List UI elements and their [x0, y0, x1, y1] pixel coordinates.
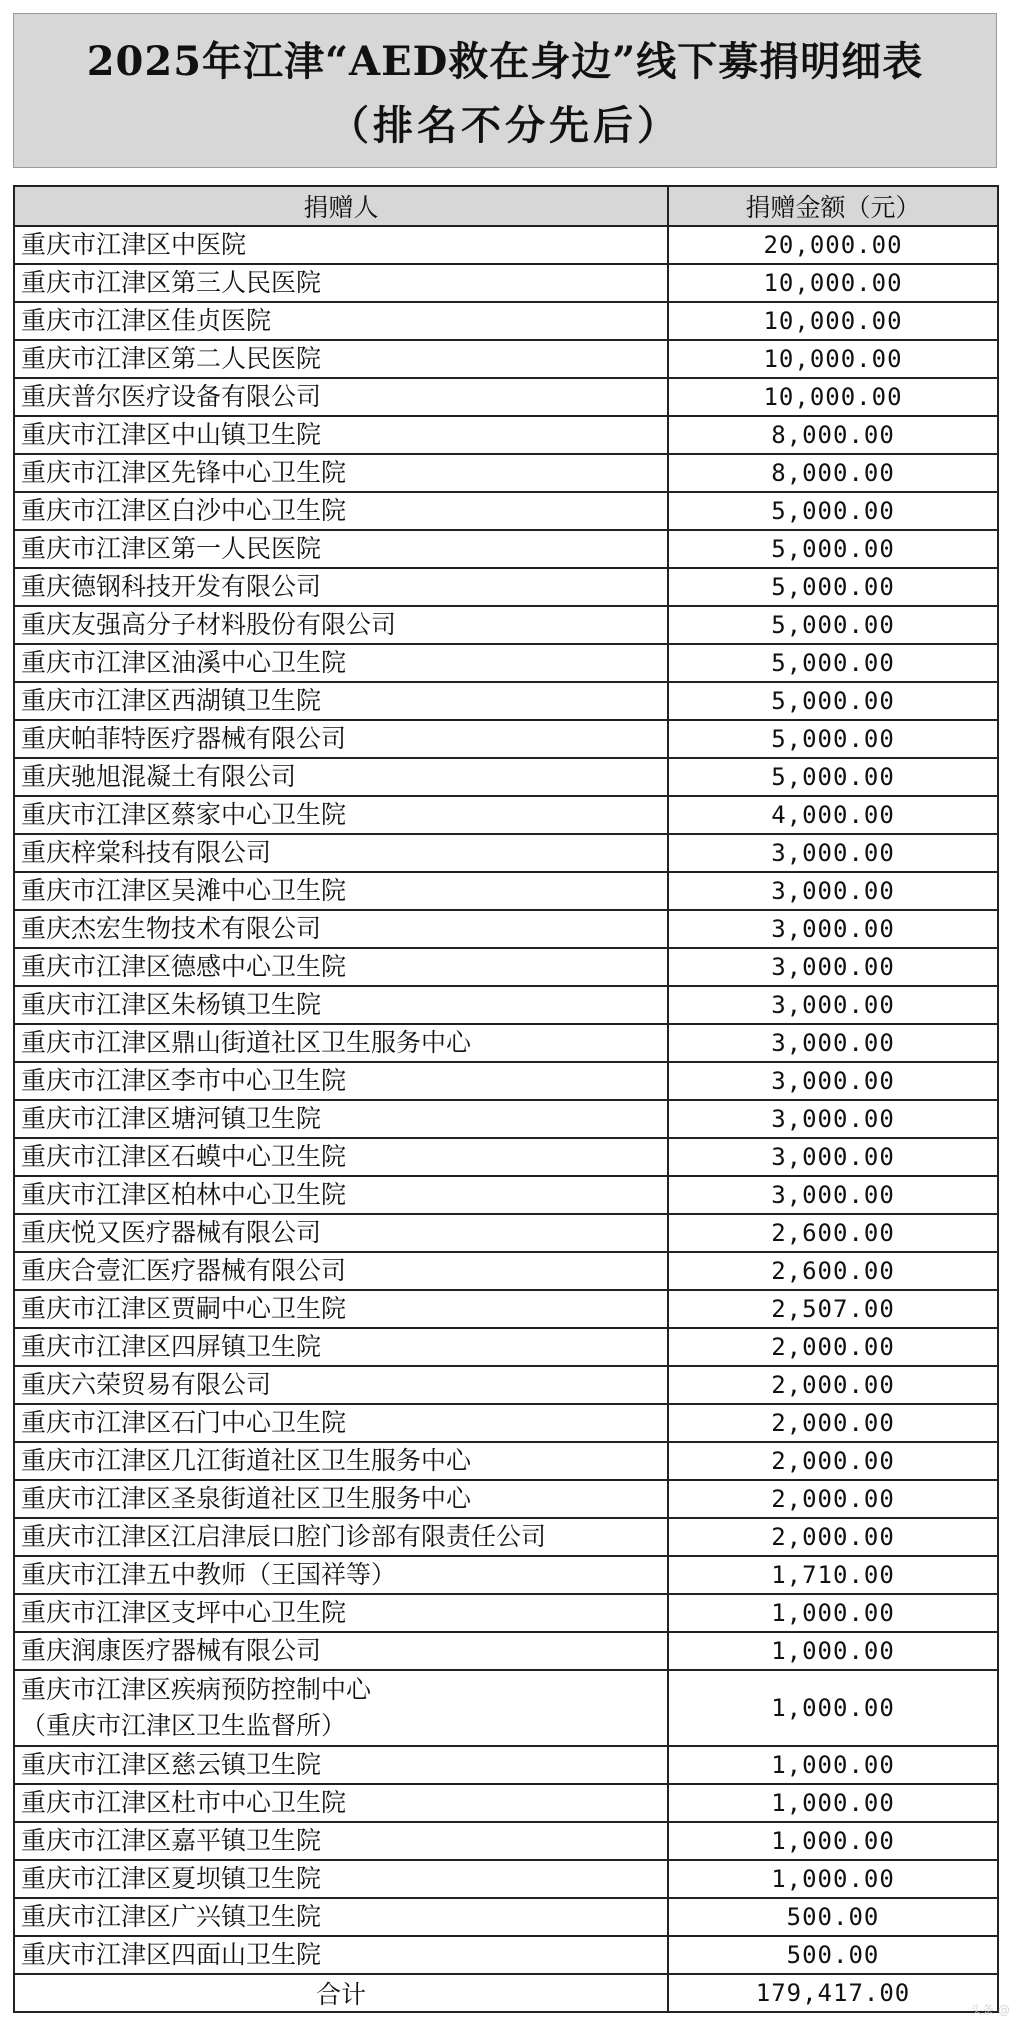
donor-name-line: 重庆杰宏生物技术有限公司 — [21, 914, 322, 943]
donor-name — [14, 340, 668, 378]
donation-amount: 1,000.00 — [668, 1594, 998, 1632]
donor-name — [14, 986, 668, 1024]
donor-name-line: 重庆帕菲特医疗器械有限公司 — [21, 724, 347, 753]
donor-name — [14, 226, 668, 264]
table-row — [14, 302, 998, 340]
donation-amount: 3,000.00 — [668, 1176, 998, 1214]
table-row — [14, 834, 998, 872]
donor-name — [14, 1556, 668, 1594]
donor-name-line: 重庆市江津区夏坝镇卫生院 — [21, 1864, 322, 1893]
donor-name-line: 重庆六荣贸易有限公司 — [21, 1370, 272, 1399]
donor-name-line: 重庆市江津区先锋中心卫生院 — [21, 458, 347, 487]
donor-name-line: 重庆市江津区石蟆中心卫生院 — [21, 1142, 347, 1171]
donor-name-line: 重庆市江津区四面山卫生院 — [21, 1940, 322, 1969]
donor-name-line: 重庆市江津区佳贞医院 — [21, 306, 272, 335]
table-row — [14, 1176, 998, 1214]
table-header-row — [14, 186, 998, 226]
table-row — [14, 1860, 998, 1898]
donor-name — [14, 720, 668, 758]
table-row — [14, 872, 998, 910]
donor-name-line: 重庆市江津区四屏镇卫生院 — [21, 1332, 322, 1361]
table-row — [14, 226, 998, 264]
donor-name — [14, 1138, 668, 1176]
donor-name — [14, 1252, 668, 1290]
donor-name — [14, 872, 668, 910]
donor-name — [14, 1632, 668, 1670]
table-row — [14, 910, 998, 948]
donor-name — [14, 1860, 668, 1898]
table-row — [14, 1100, 998, 1138]
donor-name-line: 重庆市江津区广兴镇卫生院 — [21, 1902, 322, 1931]
donation-amount: 3,000.00 — [668, 1138, 998, 1176]
donor-name-line: 重庆悦又医疗器械有限公司 — [21, 1218, 322, 1247]
donor-name-line: 重庆市江津区疾病预防控制中心 — [21, 1675, 372, 1704]
donor-name — [14, 1594, 668, 1632]
donor-name-line: 重庆梓棠科技有限公司 — [21, 838, 272, 867]
donor-name — [14, 834, 668, 872]
donor-name — [14, 1404, 668, 1442]
document-subtitle: （排名不分先后） — [329, 102, 681, 149]
donor-name-line: 重庆市江津区第二人民医院 — [21, 344, 322, 373]
donor-name-line: 重庆市江津区圣泉街道社区卫生服务中心 — [21, 1484, 472, 1513]
donor-name-line: 重庆市江津区慈云镇卫生院 — [21, 1750, 322, 1779]
table-row — [14, 1670, 998, 1746]
table-row — [14, 1518, 998, 1556]
table-row — [14, 1214, 998, 1252]
donation-amount: 2,000.00 — [668, 1366, 998, 1404]
table-row — [14, 1290, 998, 1328]
table-row — [14, 530, 998, 568]
donor-name — [14, 1746, 668, 1784]
document-title: 2025年江津“AED救在身边”线下募捐明细表 — [86, 38, 924, 85]
donor-name — [14, 682, 668, 720]
donor-name-line: 重庆市江津区西湖镇卫生院 — [21, 686, 322, 715]
donor-name — [14, 1290, 668, 1328]
table-row — [14, 1632, 998, 1670]
table-row — [14, 378, 998, 416]
table-row — [14, 1024, 998, 1062]
donation-amount: 1,000.00 — [668, 1670, 998, 1746]
donor-name — [14, 1480, 668, 1518]
donor-name — [14, 1328, 668, 1366]
donation-amount: 3,000.00 — [668, 834, 998, 872]
donation-amount: 5,000.00 — [668, 492, 998, 530]
total-label: 合计 — [14, 1974, 668, 2012]
table-row — [14, 1138, 998, 1176]
donation-amount: 5,000.00 — [668, 606, 998, 644]
donor-name-line: 重庆市江津区柏林中心卫生院 — [21, 1180, 347, 1209]
donor-name — [14, 1822, 668, 1860]
table-row — [14, 1442, 998, 1480]
table-row — [14, 492, 998, 530]
donor-name — [14, 1936, 668, 1974]
table-row — [14, 986, 998, 1024]
donor-name — [14, 1062, 668, 1100]
table-row — [14, 1594, 998, 1632]
table-row — [14, 454, 998, 492]
table-row — [14, 568, 998, 606]
column-header-donor: 捐赠人 — [14, 186, 668, 226]
table-row — [14, 1556, 998, 1594]
donor-name-line: 重庆友强高分子材料股份有限公司 — [21, 610, 397, 639]
table-row — [14, 1936, 998, 1974]
donor-name — [14, 1518, 668, 1556]
donation-amount: 10,000.00 — [668, 340, 998, 378]
donor-name — [14, 644, 668, 682]
table-row — [14, 682, 998, 720]
donation-amount: 1,000.00 — [668, 1822, 998, 1860]
table-row — [14, 1898, 998, 1936]
donation-amount: 3,000.00 — [668, 1062, 998, 1100]
table-row — [14, 1328, 998, 1366]
donation-amount: 3,000.00 — [668, 986, 998, 1024]
donor-name — [14, 264, 668, 302]
donor-name — [14, 1442, 668, 1480]
total-amount: 179,417.00 — [668, 1974, 998, 2012]
table-row — [14, 264, 998, 302]
donor-name — [14, 492, 668, 530]
donor-name-line: 重庆市江津五中教师（王国祥等） — [21, 1560, 397, 1589]
donation-table — [13, 185, 999, 2013]
table-row — [14, 1366, 998, 1404]
donation-amount: 1,710.00 — [668, 1556, 998, 1594]
donor-name-line: 重庆市江津区贾嗣中心卫生院 — [21, 1294, 347, 1323]
donor-name-line: 重庆市江津区油溪中心卫生院 — [21, 648, 347, 677]
donor-name-line: 重庆市江津区中山镇卫生院 — [21, 420, 322, 449]
donor-name — [14, 796, 668, 834]
donor-name-line: 重庆市江津区杜市中心卫生院 — [21, 1788, 347, 1817]
donation-amount: 1,000.00 — [668, 1632, 998, 1670]
donor-name — [14, 1366, 668, 1404]
donor-name-line: 重庆市江津区蔡家中心卫生院 — [21, 800, 347, 829]
table-row — [14, 948, 998, 986]
donation-amount: 1,000.00 — [668, 1784, 998, 1822]
donation-amount: 5,000.00 — [668, 758, 998, 796]
table-row — [14, 1784, 998, 1822]
donation-amount: 3,000.00 — [668, 1024, 998, 1062]
column-header-amount: 捐赠金额（元） — [668, 186, 998, 226]
donor-name-line: 重庆市江津区第一人民医院 — [21, 534, 322, 563]
table-row — [14, 416, 998, 454]
donation-amount: 8,000.00 — [668, 416, 998, 454]
donor-name-line: 重庆市江津区江启津辰口腔门诊部有限责任公司 — [21, 1522, 547, 1551]
donation-amount: 3,000.00 — [668, 1100, 998, 1138]
donation-amount: 2,000.00 — [668, 1518, 998, 1556]
donation-amount: 5,000.00 — [668, 530, 998, 568]
donation-amount: 10,000.00 — [668, 264, 998, 302]
donor-name-line: 重庆普尔医疗设备有限公司 — [21, 382, 322, 411]
donor-name — [14, 1670, 668, 1746]
donor-name — [14, 302, 668, 340]
donor-name-line: 重庆市江津区朱杨镇卫生院 — [21, 990, 322, 1019]
donor-name-line: 重庆合壹汇医疗器械有限公司 — [21, 1256, 347, 1285]
donation-amount: 5,000.00 — [668, 682, 998, 720]
donor-name-line: 重庆市江津区几江街道社区卫生服务中心 — [21, 1446, 472, 1475]
donor-name — [14, 1784, 668, 1822]
table-row — [14, 644, 998, 682]
donor-name — [14, 1898, 668, 1936]
donor-name — [14, 530, 668, 568]
table-row — [14, 1252, 998, 1290]
table-row — [14, 758, 998, 796]
donor-name-line: 重庆市江津区李市中心卫生院 — [21, 1066, 347, 1095]
table-row — [14, 606, 998, 644]
donation-amount: 5,000.00 — [668, 644, 998, 682]
table-row — [14, 340, 998, 378]
donation-amount: 2,000.00 — [668, 1480, 998, 1518]
donation-amount: 2,600.00 — [668, 1252, 998, 1290]
table-row — [14, 1480, 998, 1518]
donor-name-line: 重庆润康医疗器械有限公司 — [21, 1636, 322, 1665]
donation-amount: 3,000.00 — [668, 872, 998, 910]
donor-name — [14, 416, 668, 454]
donation-amount: 8,000.00 — [668, 454, 998, 492]
donor-name-line: 重庆市江津区鼎山街道社区卫生服务中心 — [21, 1028, 472, 1057]
donation-amount: 1,000.00 — [668, 1746, 998, 1784]
donation-amount: 10,000.00 — [668, 302, 998, 340]
table-row — [14, 796, 998, 834]
table-body — [14, 226, 998, 1974]
donor-name-line: 重庆市江津区中医院 — [21, 230, 247, 259]
donation-amount: 2,000.00 — [668, 1404, 998, 1442]
donor-name-line: 重庆市江津区嘉平镇卫生院 — [21, 1826, 322, 1855]
donation-amount: 2,000.00 — [668, 1328, 998, 1366]
donation-amount: 3,000.00 — [668, 948, 998, 986]
donor-name-line: 重庆市江津区石门中心卫生院 — [21, 1408, 347, 1437]
donor-name-line: 重庆德钢科技开发有限公司 — [21, 572, 322, 601]
donation-amount: 20,000.00 — [668, 226, 998, 264]
table-row — [14, 1062, 998, 1100]
donation-amount: 2,000.00 — [668, 1442, 998, 1480]
donor-name — [14, 1100, 668, 1138]
donor-name-line: 重庆市江津区塘河镇卫生院 — [21, 1104, 322, 1133]
donor-name — [14, 454, 668, 492]
donor-name — [14, 568, 668, 606]
donation-amount: 4,000.00 — [668, 796, 998, 834]
donor-name-line: 重庆驰旭混凝土有限公司 — [21, 762, 297, 791]
watermark: 头条 @ — [970, 2003, 1010, 2017]
donor-name-line: 重庆市江津区支坪中心卫生院 — [21, 1598, 347, 1627]
donor-name — [14, 758, 668, 796]
donor-name — [14, 910, 668, 948]
donor-name-line: 重庆市江津区第三人民医院 — [21, 268, 322, 297]
donation-amount: 3,000.00 — [668, 910, 998, 948]
donor-name — [14, 1024, 668, 1062]
donation-amount: 2,507.00 — [668, 1290, 998, 1328]
donation-amount: 2,600.00 — [668, 1214, 998, 1252]
donation-amount: 5,000.00 — [668, 720, 998, 758]
donor-name — [14, 948, 668, 986]
total-row — [14, 1974, 998, 2012]
donor-name-line: 重庆市江津区白沙中心卫生院 — [21, 496, 347, 525]
donation-document — [13, 13, 997, 2013]
donation-amount: 5,000.00 — [668, 568, 998, 606]
donor-name-line: 重庆市江津区德感中心卫生院 — [21, 952, 347, 981]
table-row — [14, 1404, 998, 1442]
table-row — [14, 720, 998, 758]
title-block — [13, 13, 997, 168]
table-row — [14, 1746, 998, 1784]
donation-amount: 500.00 — [668, 1936, 998, 1974]
donation-amount: 10,000.00 — [668, 378, 998, 416]
donor-name — [14, 1176, 668, 1214]
donor-name — [14, 606, 668, 644]
donor-name — [14, 1214, 668, 1252]
donation-amount: 500.00 — [668, 1898, 998, 1936]
donor-name-line: 重庆市江津区吴滩中心卫生院 — [21, 876, 347, 905]
donor-name-line: （重庆市江津区卫生监督所） — [21, 1711, 347, 1740]
donation-amount: 1,000.00 — [668, 1860, 998, 1898]
donor-name — [14, 378, 668, 416]
table-row — [14, 1822, 998, 1860]
